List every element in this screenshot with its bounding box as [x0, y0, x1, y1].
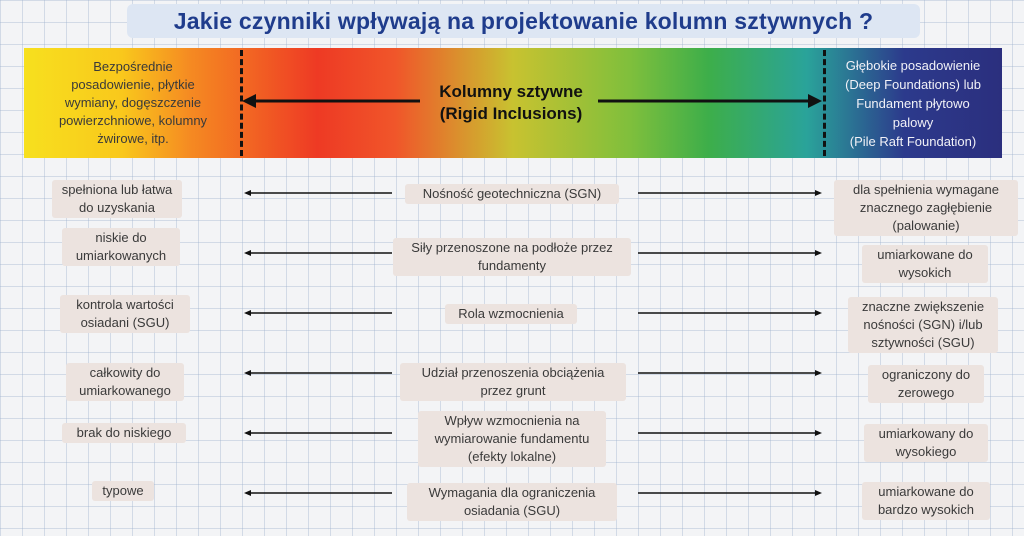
row-1-left: spełniona lub łatwa do uzyskania — [52, 180, 182, 218]
band-left-line: wymiany, dogęszczenie — [64, 95, 202, 110]
page-title: Jakie czynniki wpływają na projektowanie kolumn sztywnych ? — [127, 4, 920, 38]
row-2-factor: Siły przenoszone na podłoże przez fundamenty — [393, 238, 631, 276]
band-right-line: (Deep Foundations) lub — [845, 76, 981, 92]
row-3-right: znaczne zwiększenie nośności (SGN) i/lub sztywności (SGU) — [848, 297, 998, 353]
row-4-right: ograniczony do zerowego — [868, 365, 984, 403]
row-5-left: brak do niskiego — [62, 423, 186, 443]
band-left-line: żwirowe, itp. — [97, 131, 169, 146]
row-1-factor: Nośność geotechniczna (SGN) — [405, 184, 619, 204]
center-label-line: (Rigid Inclusions) — [439, 104, 583, 123]
row-6-right: umiarkowane do bardzo wysokich — [862, 482, 990, 520]
row-3-factor: Rola wzmocnienia — [445, 304, 577, 324]
row-6-left: typowe — [92, 481, 154, 501]
row-4-left: całkowity do umiarkowanego — [66, 363, 184, 401]
band-left-line: posadowienie, płytkie — [71, 77, 195, 92]
band-right-line: palowy — [892, 114, 934, 130]
center-label-line: Kolumny sztywne — [439, 82, 583, 101]
row-6-factor: Wymagania dla ograniczenia osiadania (SGU) — [407, 483, 617, 521]
band-left-line: Bezpośrednie — [93, 59, 173, 74]
row-2-right: umiarkowane do wysokich — [862, 245, 988, 283]
band-right-line: Fundament płytowo — [856, 95, 970, 111]
row-2-left: niskie do umiarkowanych — [62, 228, 180, 266]
row-5-right: umiarkowany do wysokiego — [864, 424, 988, 462]
band-left-line: powierzchniowe, kolumny — [58, 113, 208, 128]
row-3-left: kontrola wartości osiadani (SGU) — [60, 295, 190, 333]
row-5-factor: Wpływ wzmocnienia na wymiarowanie fundamentu (efekty lokalne) — [418, 411, 606, 467]
row-4-factor: Udział przenoszenia obciążenia przez grunt — [400, 363, 626, 401]
band-right-line: Głębokie posadowienie — [845, 57, 981, 73]
band-right-line: (Pile Raft Foundation) — [849, 133, 977, 149]
row-1-right: dla spełnienia wymagane znacznego zagłębienie (palowanie) — [834, 180, 1018, 236]
